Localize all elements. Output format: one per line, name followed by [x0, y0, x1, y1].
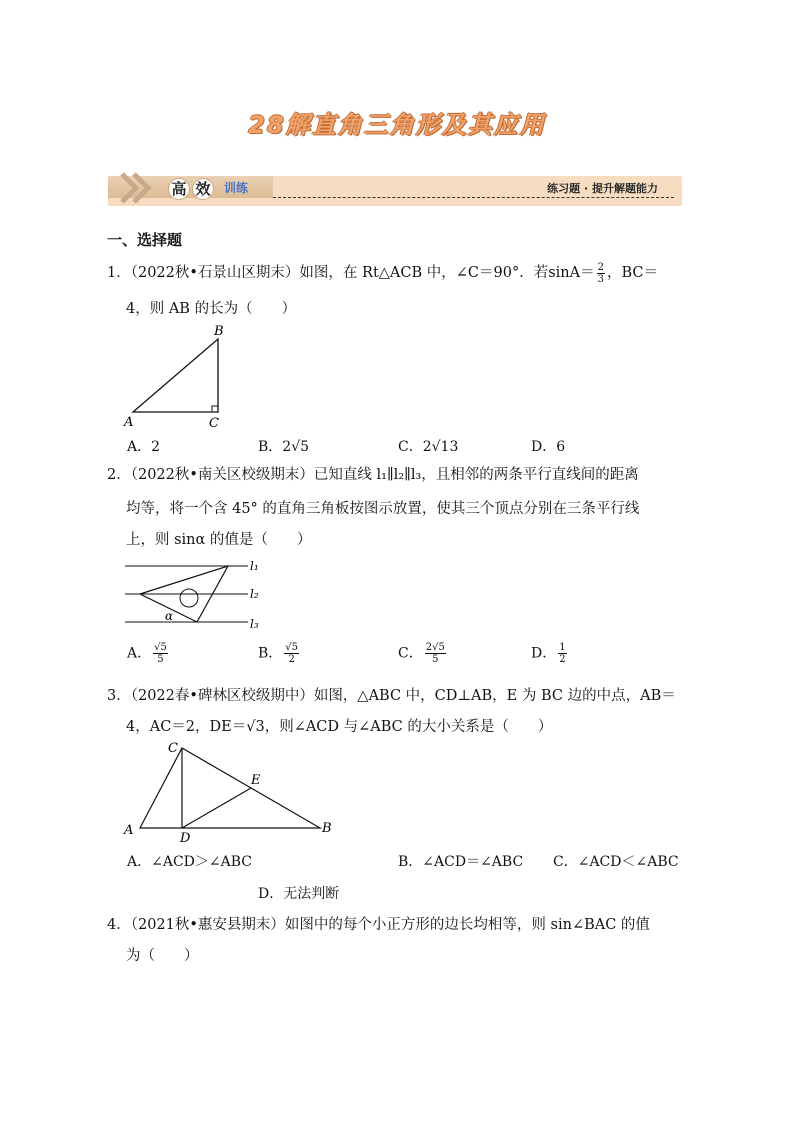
- q1-label-a: A: [124, 415, 134, 430]
- q3-label-a: A: [124, 823, 134, 838]
- q3-label-d: D: [180, 831, 191, 842]
- q3-label-e: E: [251, 773, 261, 788]
- q1-label-c: C: [209, 416, 219, 430]
- q2-label-l3: l₃: [250, 617, 259, 631]
- q4-line2: 为（ ）: [126, 948, 199, 964]
- section-banner: [108, 168, 682, 208]
- chevron-right-icon: [118, 170, 158, 206]
- q3-option-b[interactable]: B．∠ACD＝∠ABC: [398, 854, 524, 870]
- q2-label-alpha: α: [165, 609, 174, 623]
- q3-option-d[interactable]: D．无法判断: [258, 886, 340, 902]
- q2-label-l1: l₁: [250, 559, 259, 573]
- q2-line3: 上，则 sinα 的值是（ ）: [126, 532, 312, 548]
- q1-option-c[interactable]: C．2√13: [398, 439, 459, 455]
- q2-option-a[interactable]: A． $\frac{√5}{5}$: [127, 642, 167, 665]
- badge-gao: 高: [168, 178, 190, 200]
- q1-line1-tail: ，BC＝: [606, 265, 659, 281]
- q2-label-l2: l₂: [250, 587, 259, 601]
- q3-line2: 4，AC＝2，DE＝√3，则∠ACD 与∠ABC 的大小关系是（ ）: [126, 719, 553, 735]
- q2-option-c[interactable]: C． $\frac{2√5}{5}$: [398, 642, 445, 665]
- section-heading: 一、选择题: [107, 231, 183, 249]
- q1-fraction: $\frac{2}{3}$: [597, 261, 604, 285]
- q1-option-b[interactable]: B．2√5: [258, 439, 310, 455]
- q4-line1: 4．（2021秋•惠安县期末）如图中的每个小正方形的边长均相等，则 sin∠BAC 的值: [107, 917, 650, 933]
- q3-label-b: B: [322, 821, 332, 836]
- banner-divider: [273, 197, 674, 198]
- banner-subtitle: 练习题 · 提升解题能力: [547, 182, 658, 195]
- q3-option-a[interactable]: A．∠ACD＞∠ABC: [127, 854, 252, 870]
- badge-xiao: 效: [192, 178, 214, 200]
- q2-line1: 2．（2022秋•南关区校级期末）已知直线 l₁∥l₂∥l₃，且相邻的两条平行直线间的距离: [107, 467, 639, 483]
- page-title: 28解直角三角形及其应用: [248, 111, 546, 139]
- q2-option-d[interactable]: D． $\frac{1}{2}$: [531, 642, 566, 665]
- q1-figure: [120, 320, 240, 430]
- badge-train: 训练: [223, 181, 248, 195]
- q3-figure: [120, 738, 340, 842]
- q1-line2: 4，则 AB 的长为（ ）: [126, 301, 297, 317]
- q1-label-b: B: [214, 324, 224, 339]
- q3-option-c[interactable]: C．∠ACD＜∠ABC: [553, 854, 679, 870]
- q1-option-a[interactable]: A．2: [127, 439, 161, 455]
- q1-line1: 1．（2022秋•石景山区期末）如图，在 Rt△ACB 中，∠C＝90°．若sinA＝: [107, 265, 595, 281]
- q2-line2: 均等，将一个含 45° 的直角三角板按图示放置，使其三个顶点分别在三条平行线: [126, 501, 640, 517]
- q3-line1: 3．（2022春•碑林区校级期中）如图，△ABC 中，CD⊥AB，E 为 BC 边的中点，AB＝: [107, 688, 676, 704]
- q2-option-b[interactable]: B． $\frac{√5}{2}$: [258, 642, 299, 665]
- q3-label-c: C: [168, 741, 178, 756]
- q1-option-d[interactable]: D．6: [531, 439, 566, 455]
- question-1: [107, 258, 697, 288]
- q2-figure: [120, 556, 280, 636]
